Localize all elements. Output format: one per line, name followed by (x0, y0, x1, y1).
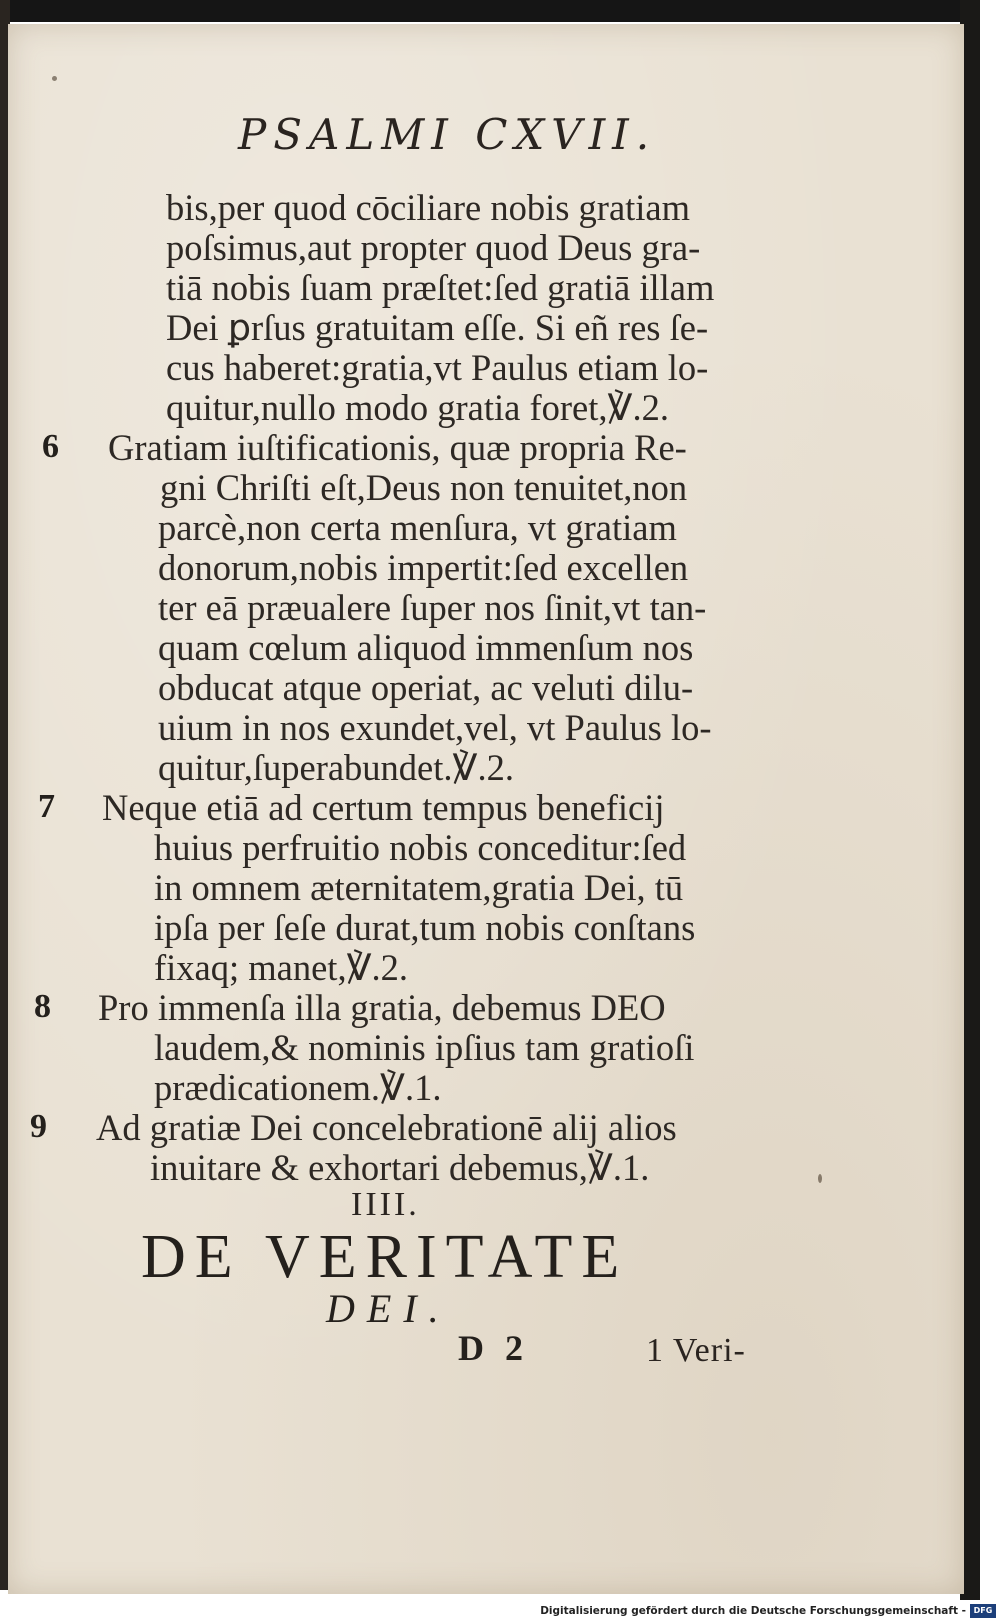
section-title: DE VERITATE (141, 1223, 629, 1291)
text-line: quitur,ſuperabundet.℣.2. (158, 747, 514, 788)
text-line: uium in nos exundet,vel, vt Paulus lo- (158, 707, 712, 748)
paragraph-number: 9 (30, 1108, 47, 1145)
text-line: inuitare & exhortari debemus,℣.1. (150, 1147, 650, 1188)
text-line: poſsimus,aut propter quod Deus gra- (166, 227, 701, 268)
text-line: huius perfruitio nobis conceditur:ſed (154, 827, 687, 868)
text-line: ter eā præualere ſuper nos ſinit,vt tan- (158, 587, 707, 628)
digitization-footer (0, 1601, 1000, 1623)
text-line: quitur,nullo modo gratia foret,℣.2. (166, 387, 669, 428)
text-line: quam cœlum aliquod immenſum nos (158, 627, 694, 668)
text-line: cus haberet:gratia,vt Paulus etiam lo- (166, 347, 709, 388)
text-line: Pro immenſa illa gratia, debemus DEO (98, 987, 666, 1028)
catchword: 1 Veri- (646, 1332, 746, 1369)
text-line: prædicationem.℣.1. (154, 1067, 442, 1108)
text-line: laudem,& nominis ipſius tam gratioſi (154, 1027, 695, 1068)
text-line: Gratiam iuſtificationis, quæ propria Re- (108, 427, 687, 468)
funding-credit: Digitalisierung gefördert durch die Deutsche Forschungsgemeinschaft - (540, 1605, 966, 1617)
dfg-logo-icon: DFG (970, 1604, 996, 1618)
text-line: fixaq; manet,℣.2. (154, 947, 409, 988)
text-line: in omnem æternitatem,gratia Dei, tū (154, 867, 684, 908)
paragraph-number: 6 (42, 428, 59, 465)
text-line: parcè,non certa menſura, vt gratiam (158, 507, 677, 548)
text-line: Ad gratiæ Dei concelebrationē alij alios (96, 1107, 677, 1148)
text-line: gni Chriſti eſt,Deus non tenuitet,non (160, 467, 688, 508)
text-line: obducat atque operiat, ac veluti dilu- (158, 667, 694, 708)
text-line: Dei ꝑrſus gratuitam eſſe. Si eñ res ſe- (166, 307, 709, 348)
signature-mark: D 2 (458, 1328, 529, 1368)
text-line: bis,per quod cōciliare nobis gratiam (166, 187, 691, 228)
book-page (8, 24, 964, 1594)
text-line: ipſa per ſeſe durat,tum nobis conſtans (154, 907, 696, 948)
section-subtitle: DEI. (326, 1286, 451, 1331)
paragraph-number: 8 (34, 988, 51, 1025)
paper-stain (818, 1174, 822, 1183)
paragraph-number: 7 (38, 788, 55, 825)
scan-border-top (0, 0, 980, 22)
text-line: donorum,nobis impertit:ſed excellen (158, 547, 689, 588)
paper-stain (52, 76, 57, 81)
running-head: PSALMI CXVII. (238, 110, 657, 159)
text-line: Neque etiā ad certum tempus beneficij (102, 787, 665, 828)
text-line: tiā nobis ſuam præſtet:ſed gratiā illam (166, 267, 715, 308)
section-number: IIII. (351, 1186, 420, 1223)
